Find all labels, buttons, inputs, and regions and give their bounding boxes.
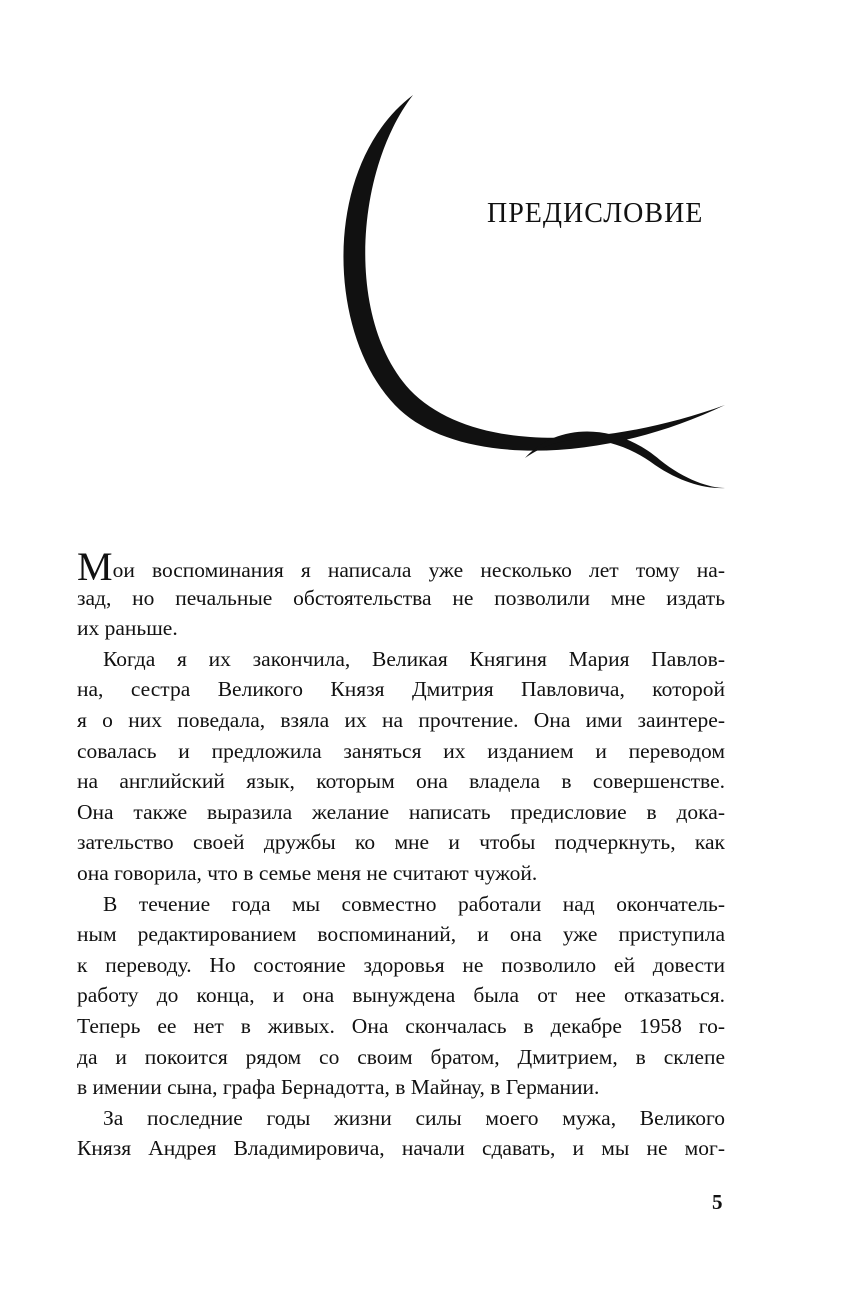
paragraph-line: она говорила, что в семье меня не считают чужой. [77, 860, 538, 885]
paragraph-line: на, сестра Великого Князя Дмитрия Павловича, которой [77, 677, 725, 702]
paragraph-line: В течение года мы совместно работали над окончатель- [103, 891, 725, 916]
body-text [77, 552, 725, 1164]
chapter-title: ПРЕДИСЛОВИЕ [487, 198, 704, 229]
paragraph-line: на английский язык, которым она владела в совершенстве. [77, 769, 725, 794]
paragraph-line: Князя Андрея Владимировича, начали сдавать, и мы не мог- [77, 1136, 725, 1161]
crescent-swirl-icon [330, 90, 740, 500]
paragraph-line: Она также выразила желание написать предисловие в дока- [77, 799, 725, 824]
paragraph-line: я о них поведала, взяла их на прочтение. Она ими заинтере- [77, 707, 725, 732]
swirl-tail [525, 432, 725, 489]
crescent-arc [343, 95, 725, 451]
paragraph-line: зад, но печальные обстоятельства не позволили мне издать [77, 585, 725, 610]
paragraph-line: к переводу. Но состояние здоровья не позволило ей довести [77, 952, 725, 977]
paragraph-line: работу до конца, и она вынуждена была от нее отказаться. [77, 983, 725, 1008]
paragraph-line: Когда я их закончила, Великая Княгиня Мария Павлов- [103, 646, 725, 671]
paragraph-line: Мои воспоминания я написала уже несколько лет тому на- [77, 552, 725, 583]
paragraph-line: в имении сына, графа Бернадотта, в Майнау, в Германии. [77, 1075, 600, 1100]
paragraph-line: Теперь ее нет в живых. Она скончалась в декабре 1958 го- [77, 1013, 725, 1038]
paragraph-line: ным редактированием воспоминаний, и она уже приступила [77, 922, 725, 947]
drop-cap: М [77, 552, 113, 583]
page-number: 5 [712, 1190, 723, 1214]
paragraph-line: За последние годы жизни силы моего мужа, Великого [103, 1105, 725, 1130]
paragraph-line: зательство своей дружбы ко мне и чтобы подчеркнуть, как [77, 830, 725, 855]
paragraph-line: да и покоится рядом со своим братом, Дмитрием, в склепе [77, 1044, 725, 1069]
paragraph-line: их раньше. [77, 616, 178, 641]
paragraph-line: совалась и предложила заняться их изданием и переводом [77, 738, 725, 763]
